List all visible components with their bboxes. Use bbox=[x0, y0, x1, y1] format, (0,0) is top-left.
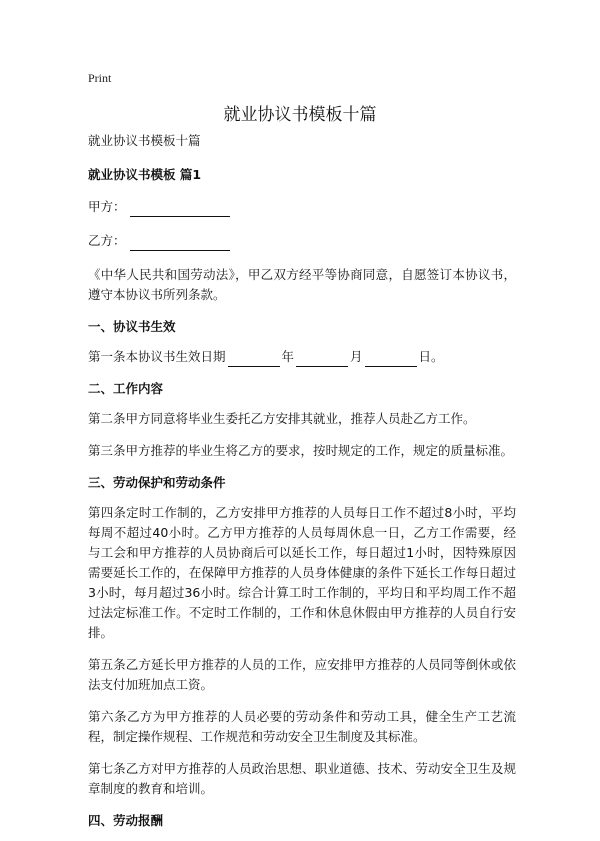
article-3: 第三条甲方推荐的毕业生将乙方的要求，按时规定的工作，规定的质量标准。 bbox=[88, 443, 514, 458]
document-title: 就业协议书模板十篇 bbox=[223, 105, 377, 125]
article-4: 第四条定时工作制的，乙方安排甲方推荐的人员每日工作不超过8小时，平均每周不超过40小时。乙方甲方推荐的人员每周休息一日，乙方工作需要，经与工会和甲方推荐的人员协商后可以延长工作，每日超过1小时，因特殊原因需要延长工作的，在保障甲方推荐的人员身体健康的条件下延长工作每日超过3小时，每月超过36小时。综合计算工时工作制的，平均日和平均周工作不超过法定标准工作。不定时工作制的，工作和休息休假由甲方推荐的人员自行安排。 bbox=[88, 505, 516, 640]
intro-paragraph: 《中华人民共和国劳动法》，甲乙双方经平等协商同意，自愿签订本协议书，遵守本协议书所列条款。 bbox=[88, 267, 516, 302]
month-label: 月 bbox=[350, 349, 363, 364]
article-7: 第七条乙方对甲方推荐的人员政治思想、职业道德、技术、劳动安全卫生及规章制度的教育和培训。 bbox=[88, 761, 516, 796]
article-1-prefix: 第一条本协议书生效日期 bbox=[88, 349, 226, 364]
year-label: 年 bbox=[281, 349, 295, 364]
print-label[interactable]: Print bbox=[88, 71, 112, 85]
day-label: 日。 bbox=[418, 349, 444, 364]
party-b-blank bbox=[130, 236, 230, 251]
party-a-line bbox=[88, 197, 516, 217]
month-blank bbox=[296, 352, 348, 367]
party-b-line bbox=[88, 231, 516, 251]
year-blank bbox=[228, 352, 280, 367]
article-6: 第六条乙方为甲方推荐的人员必要的劳动条件和劳动工具，健全生产工艺流程，制定操作规程、工作规范和劳动安全卫生制度及其标准。 bbox=[88, 709, 516, 744]
heading-2: 二、工作内容 bbox=[88, 381, 164, 396]
party-b-label: 乙方： bbox=[88, 233, 126, 248]
document-subtitle: 就业协议书模板十篇 bbox=[88, 133, 201, 148]
party-a-blank bbox=[130, 202, 230, 217]
article-5: 第五条乙方延长甲方推荐的人员的工作，应安排甲方推荐的人员同等倒休或依法支付加班加点工资。 bbox=[88, 657, 516, 692]
heading-4: 四、劳动报酬 bbox=[88, 813, 164, 828]
document-body bbox=[88, 131, 516, 841]
day-blank bbox=[365, 352, 417, 367]
article-1 bbox=[88, 347, 516, 367]
heading-3: 三、劳动保护和劳动条件 bbox=[88, 475, 226, 490]
party-a-label: 甲方： bbox=[88, 199, 126, 214]
heading-1: 一、协议书生效 bbox=[88, 319, 176, 334]
article-2: 第二条甲方同意将毕业生委托乙方安排其就业，推荐人员赴乙方工作。 bbox=[88, 411, 476, 426]
section-title: 就业协议书模板 篇1 bbox=[88, 167, 202, 182]
